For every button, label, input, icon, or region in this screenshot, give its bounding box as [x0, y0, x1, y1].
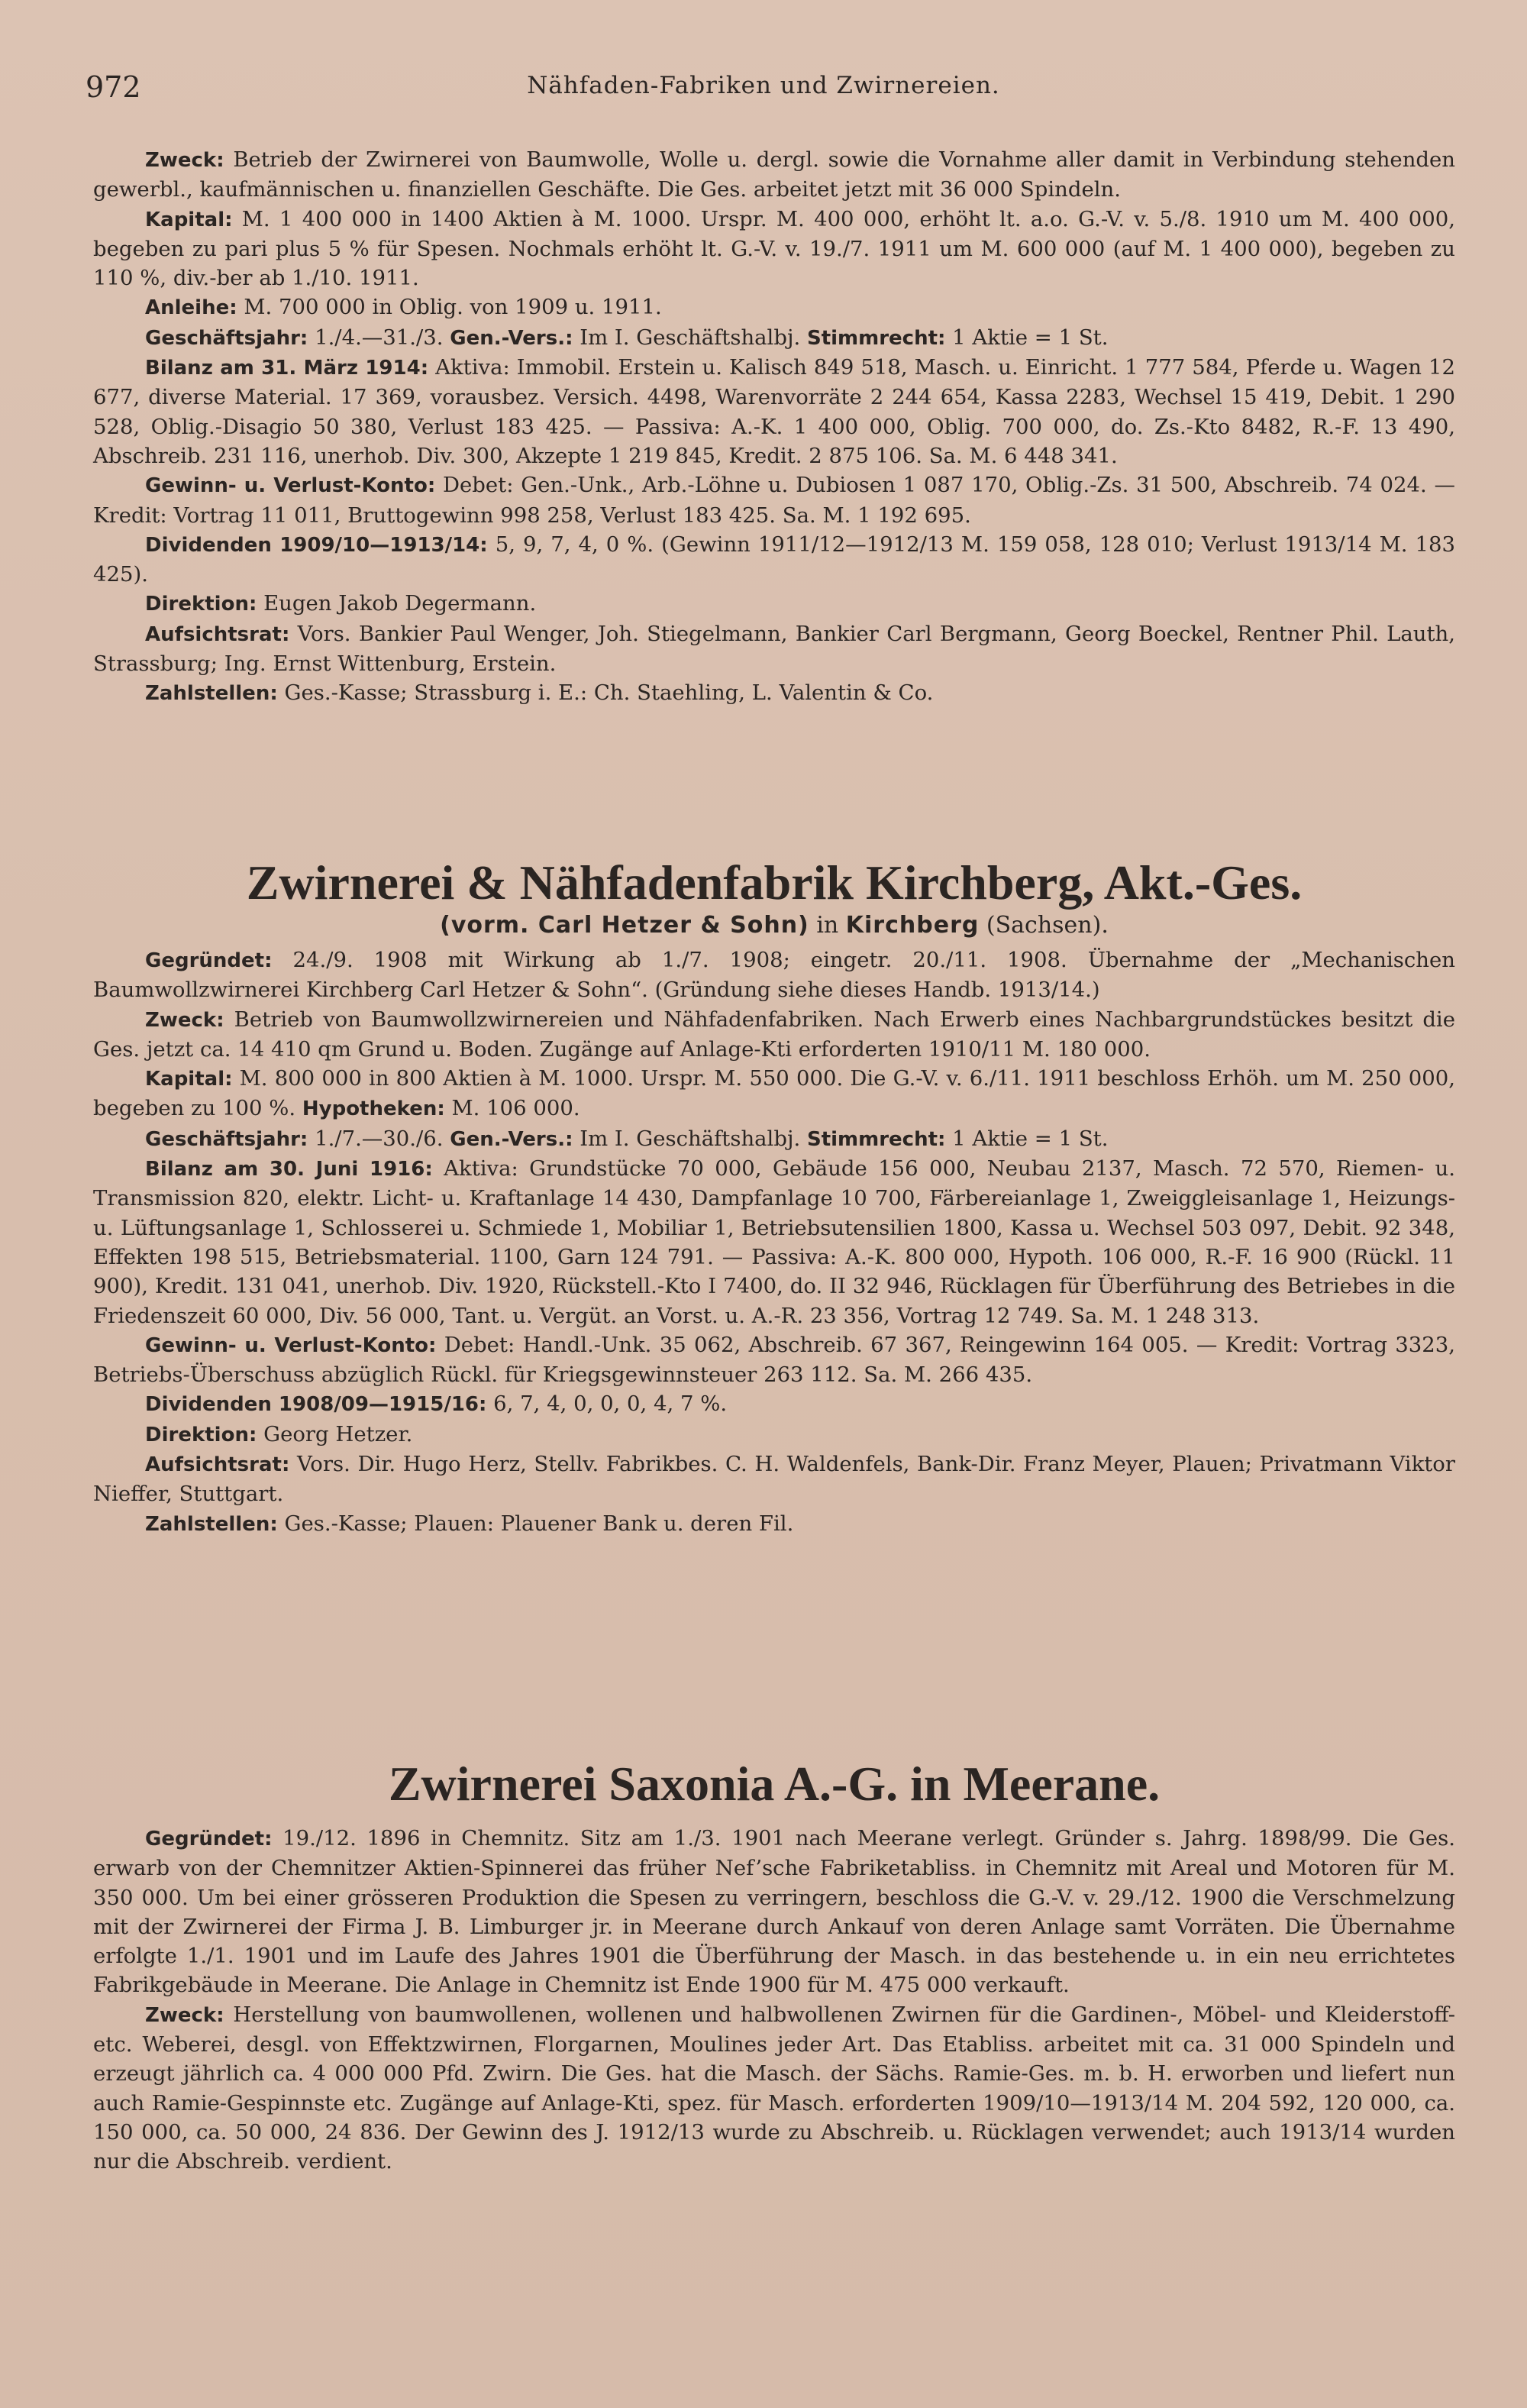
para-geschaeftsjahr: Geschäftsjahr: 1./4.—31./3. Gen.-Vers.: Im I. Geschäftshalbj. Stimmrecht: 1 Aktie = 1 St. [145, 325, 1109, 350]
para-direktion: Direktion: Eugen Jakob Degermann. [145, 591, 537, 616]
para-gegruendet: Gegründet: 24./9. 1908 mit Wirkung ab 1./7. 1908; eingetr. 20./11. 1908. Übernahme der „Mechanischen Baumwollzwirnerei Kirchberg Carl Hetzer & Sohn“. (Gründung siehe dieses Handb. 1913/14.) [93, 948, 1455, 1003]
para-gewinn-verlust: Gewinn- u. Verlust-Konto: Debet: Handl.-Unk. 35 062, Abschreib. 67 367, Reingewinn 164 005. — Kredit: Vortrag 3323, Betriebs-Überschuss abzüglich Rückl. für Kriegsgewinnsteuer 263 112. Sa. M. 266 435. [93, 1332, 1455, 1388]
para-gegruendet: Gegründet: 19./12. 1896 in Chemnitz. Sitz am 1./3. 1901 nach Meerane verlegt. Gründer s. Jahrg. 1898/99. Die Ges. erwarb von der Chemnitzer Aktien-Spinnerei das früher Nef’sche Fabriketabliss. in Chemnitz mit Areal und Motoren für M. 350 000. Um bei einer grösseren Produktion die Spesen zu verringern, beschloss die G.-V. v. 29./12. 1900 die Verschmelzung mit der Zwirnerei der Firma J. B. Limburger jr. in Meerane durch Ankauf von deren Anlage samt Vorräten. Die Übernahme erfolgte 1./1. 1901 und im Laufe des Jahres 1901 die Überführung der Masch. in das bestehende u. in ein neu errichtetes Fabrikgebäude in Meerane. Die Anlage in Chemnitz ist Ende 1900 für M. 475 000 verkauft. [93, 1826, 1455, 1998]
para-aufsichtsrat: Aufsichtsrat: Vors. Dir. Hugo Herz, Stellv. Fabrikbes. C. H. Waldenfels, Bank-Dir. Franz Meyer, Plauen; Privatmann Viktor Nieffer, Stuttgart. [93, 1452, 1455, 1507]
para-geschaeftsjahr: Geschäftsjahr: 1./7.—30./6. Gen.-Vers.: Im I. Geschäftshalbj. Stimmrecht: 1 Aktie = 1 St. [145, 1126, 1109, 1151]
entry-saxonia [93, 1757, 1455, 2177]
para-zahlstellen: Zahlstellen: Ges.-Kasse; Strassburg i. E.: Ch. Staehling, L. Valentin & Co. [145, 680, 934, 706]
para-zahlstellen: Zahlstellen: Ges.-Kasse; Plauen: Plauener Bank u. deren Fil. [145, 1511, 794, 1536]
entry-subtitle: (vorm. Carl Hetzer & Sohn) in Kirchberg (Sachsen). [440, 912, 1109, 939]
para-zweck: Zweck: Herstellung von baumwollenen, wollenen und halbwollenen Zwirnen für die Gardinen-, Möbel- und Kleiderstoff- etc. Weberei, desgl. von Effektzwirnen, Florgarnen, Moulines jeder Art. Das Etabliss. arbeitet mit ca. 31 000 Spindeln und erzeugt jährlich ca. 4 000 000 Pfd. Zwirn. Die Ges. hat die Masch. der Sächs. Ramie-Ges. m. b. H. erworben und liefert nun auch Ramie-Gespinnste etc. Zugänge auf Anlage-Kti, spez. für Masch. erforderten 1909/10—1913/14 M. 204 592, 120 000, ca. 150 000, ca. 50 000, 24 836. Der Gewinn des J. 1912/13 wurde zu Abschreib. u. Rücklagen verwendet; auch 1913/14 wurden nur die Abschreib. verdient. [93, 2002, 1455, 2174]
para-bilanz: Bilanz am 31. März 1914: Aktiva: Immobil. Erstein u. Kalisch 849 518, Masch. u. Einricht. 1 777 584, Pferde u. Wagen 12 677, diverse Material. 17 369, vorausbez. Versich. 4498, Warenvorräte 2 244 654, Kassa 2283, Wechsel 15 419, Debit. 1 290 528, Oblig.-Disagio 50 380, Verlust 183 425. — Passiva: A.-K. 1 400 000, Oblig. 700 000, do. Zs.-Kto 8482, R.-F. 13 490, Abschreib. 231 116, unerhob. Div. 300, Akzepte 1 219 845, Kredit. 2 875 106. Sa. M. 6 448 341. [93, 355, 1456, 468]
para-dividenden: Dividenden 1908/09—1915/16: 6, 7, 4, 0, 0, 0, 4, 7 %. [145, 1391, 728, 1417]
para-zweck: Zweck: Betrieb von Baumwollzwirnereien und Nähfadenfabriken. Nach Erwerb eines Nachbargrundstückes besitzt die Ges. jetzt ca. 14 410 qm Grund u. Boden. Zugänge auf Anlage-Kti erforderten 1910/11 M. 180 000. [93, 1007, 1455, 1062]
entry-continued [93, 145, 1455, 709]
entry-title: Zwirnerei & Nähfadenfabrik Kirchberg, Akt.-Ges. [246, 855, 1303, 910]
entry-title: Zwirnerei Saxonia A.-G. in Meerane. [388, 1757, 1161, 1811]
para-zweck: Zweck: Betrieb der Zwirnerei von Baumwolle, Wolle u. dergl. sowie die Vornahme aller damit in Verbindung stehenden gewerbl., kaufmännischen u. finanziellen Geschäfte. Die Ges. arbeitet jetzt mit 36 000 Spindeln. [93, 147, 1455, 202]
para-kapital: Kapital: M. 1 400 000 in 1400 Aktien à M. 1000. Urspr. M. 400 000, erhöht lt. a.o. G.-V. v. 5./8. 1910 um M. 400 000, begeben zu pari plus 5 % für Spesen. Nochmals erhöht lt. G.-V. v. 19./7. 1911 um M. 600 000 (auf M. 1 400 000), begeben zu 110 %, div.-ber ab 1./10. 1911. [93, 206, 1455, 291]
para-bilanz: Bilanz am 30. Juni 1916: Aktiva: Grundstücke 70 000, Gebäude 156 000, Neubau 2137, Masch. 72 570, Riemen- u. Transmission 820, elektr. Licht- u. Kraftanlage 14 430, Dampfanlage 10 700, Färbereianlage 1, Zweiggleisanlage 1, Heizungs- u. Lüftungsanlage 1, Schlosserei u. Schmiede 1, Mobiliar 1, Betriebsutensilien 1800, Kassa u. Wechsel 503 097, Debit. 92 348, Effekten 198 515, Betriebsmaterial. 1100, Garn 124 791. — Passiva: A.-K. 800 000, Hypoth. 106 000, R.-F. 16 900 (Rückl. 11 900), Kredit. 131 041, unerhob. Div. 1920, Rückstell.-Kto I 7400, do. II 32 946, Rücklagen für Überführung des Betriebes in die Friedenszeit 60 000, Div. 56 000, Tant. u. Vergüt. an Vorst. u. A.-R. 23 356, Vortrag 12 749. Sa. M. 1 248 313. [93, 1156, 1455, 1328]
para-aufsichtsrat: Aufsichtsrat: Vors. Bankier Paul Wenger, Joh. Stiegelmann, Bankier Carl Bergmann, Georg Boeckel, Rentner Phil. Lauth, Strassburg; Ing. Ernst Wittenburg, Erstein. [93, 621, 1455, 677]
para-gewinn-verlust: Gewinn- u. Verlust-Konto: Debet: Gen.-Unk., Arb.-Löhne u. Dubiosen 1 087 170, Oblig.-Zs. 31 500, Abschreib. 74 024. — Kredit: Vortrag 11 011, Bruttogewinn 998 258, Verlust 183 425. Sa. M. 1 192 695. [93, 473, 1455, 528]
page-header [0, 70, 1527, 108]
para-dividenden: Dividenden 1909/10—1913/14: 5, 9, 7, 4, 0 %. (Gewinn 1911/12—1912/13 M. 159 058, 128 010; Verlust 1913/14 M. 183 425). [93, 532, 1455, 587]
para-kapital: Kapital: M. 800 000 in 800 Aktien à M. 1000. Urspr. M. 550 000. Die G.-V. v. 6./11. 1911 beschloss Erhöh. um M. 250 000, begeben zu 100 %. Hypotheken: M. 106 000. [93, 1066, 1455, 1121]
entry-kirchberg [93, 855, 1455, 1539]
para-direktion: Direktion: Georg Hetzer. [145, 1421, 413, 1446]
para-anleihe: Anleihe: M. 700 000 in Oblig. von 1909 u. 1911. [145, 295, 662, 320]
page-number: 972 [86, 70, 141, 104]
running-title: Nähfaden-Fabriken und Zwirnereien. [527, 72, 1000, 99]
